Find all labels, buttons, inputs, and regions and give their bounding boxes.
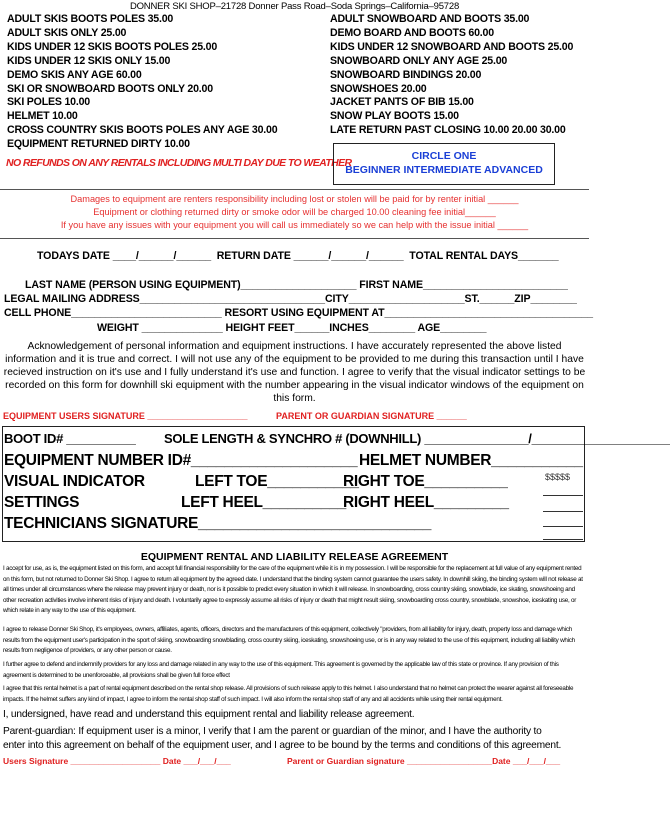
- right-toe-field[interactable]: RIGHT TOE__________: [343, 473, 508, 490]
- ability-levels[interactable]: BEGINNER INTERMEDIATE ADVANCED: [345, 164, 543, 176]
- rate-item: KIDS UNDER 12 SKIS ONLY 15.00: [7, 54, 171, 67]
- boot-id-field[interactable]: BOOT ID# __________: [4, 431, 136, 446]
- left-heel-field[interactable]: LEFT HEEL__________: [181, 494, 346, 511]
- rate-item: DEMO SKIS ANY AGE 60.00: [7, 68, 142, 81]
- technician-signature-field[interactable]: TECHNICIANS SIGNATURE____________________________: [4, 515, 432, 532]
- price-line[interactable]: [543, 495, 583, 496]
- circle-one-label: CIRCLE ONE: [411, 150, 477, 162]
- left-toe-field[interactable]: LEFT TOE___________: [195, 473, 359, 490]
- users-signature-date-line[interactable]: Users Signature ___________________ Date ___/___/___: [3, 756, 231, 766]
- technician-box: [2, 426, 670, 542]
- rate-item: ADULT SKIS ONLY 25.00: [7, 26, 127, 39]
- rate-item: LATE RETURN PAST CLOSING 10.00 20.00 30.00: [330, 124, 566, 137]
- no-refunds-notice: NO REFUNDS ON ANY RENTALS INCLUDING MULTI DAY DUE TO WEATHER: [6, 157, 352, 169]
- damage-notice: [0, 193, 589, 232]
- rate-item: JACKET PANTS OF BIB 15.00: [330, 96, 474, 109]
- shop-header: DONNER SKI SHOP–21728 Donner Pass Road–Soda Springs–California–95728: [129, 1, 460, 12]
- weight-height-age-field[interactable]: WEIGHT ______________ HEIGHT FEET______INCHES________ AGE________: [97, 322, 487, 334]
- user-signature-line[interactable]: EQUIPMENT USERS SIGNATURE ____________________: [3, 411, 248, 421]
- right-heel-field[interactable]: RIGHT HEEL_________: [343, 494, 509, 511]
- rate-item: KIDS UNDER 12 SKIS BOOTS POLES 25.00: [7, 40, 218, 53]
- price-line[interactable]: [543, 539, 583, 540]
- rate-item: ADULT SNOWBOARD AND BOOTS 35.00: [330, 13, 530, 25]
- sole-length-field[interactable]: SOLE LENGTH & SYNCHRO # (DOWNHILL) _______________/____________________: [164, 431, 670, 446]
- parent-guardian-statement: Parent-guardian: If equipment user is a minor, I verify that I am the parent or guardian of the minor, and I have the authority to enter into this agreement on behalf of the equipment user, and I agree to be bound by the terms and conditions of this agreement.: [3, 726, 562, 751]
- divider: [0, 189, 589, 190]
- price-line[interactable]: [543, 511, 583, 512]
- divider: [0, 238, 589, 239]
- cell-phone-field[interactable]: CELL PHONE__________________________ RESORT USING EQUIPMENT AT____________________________________: [4, 307, 593, 319]
- understanding-statement: I, undersigned, have read and understand this equipment rental and liability release agreement.: [3, 709, 415, 720]
- rate-item: SNOWSHOES 20.00: [330, 82, 427, 95]
- rate-item: SKI POLES 10.00: [7, 96, 90, 109]
- rates-left: [7, 13, 277, 152]
- agreement-title: EQUIPMENT RENTAL AND LIABILITY RELEASE AGREEMENT: [140, 551, 449, 563]
- rate-item: EQUIPMENT RETURNED DIRTY 10.00: [7, 138, 190, 151]
- rate-item: SKI OR SNOWBOARD BOOTS ONLY 20.00: [7, 82, 213, 95]
- damage-line[interactable]: If you have any issues with your equipment you will call us immediately so we can help with the issue initial ______: [60, 220, 529, 230]
- settings-label: SETTINGS: [4, 494, 80, 511]
- fine-print-paragraph: I accept for use, as is, the equipment listed on this form, and accept full financial responsibility for the care of the equipment while it is in my possession. I will be responsible for the replacement at full value of any equipment rented on this form, but not returned to Donner Ski Shop. I agree to return all equipment by the agreed date. I understand that the binding system cannot guarantee the users safety. In downhill skiing, the binding system will not release at all times under all circumstances where the release may prevent injury or death, nor is it possible to predict every situation in which it will release. In snowboarding, cross country skiing, snowblade, ice skating, snowshoeing and other recreation activities involve inherent risks of injury and death. I voluntarily agree to expressly assume all risks of injury or death that might result skiing, snowboarding cross country, snowblade, snowshoe, iceskating use, or which relate in any way to the use of this equipment.: [3, 565, 583, 614]
- rate-item: KIDS UNDER 12 SNOWBOARD AND BOOTS 25.00: [330, 40, 574, 53]
- damage-line[interactable]: Equipment or clothing returned dirty or smoke odor will be charged 10.00 cleaning fee initial______: [93, 207, 496, 217]
- rate-item: SNOWBOARD BINDINGS 20.00: [330, 68, 482, 81]
- parent-signature-line[interactable]: PARENT OR GUARDIAN SIGNATURE ______: [276, 411, 467, 421]
- rate-item: DEMO BOARD AND BOOTS 60.00: [330, 26, 494, 39]
- fine-print-paragraph: I further agree to defend and indemnify providers for any loss and damage related in any way to the use of this equipment. This agreement is governed by the applicable law of this state or province. If any provision of this agreement is determined to be unenforceable, all provisions shall be given full force effect: [3, 661, 559, 679]
- rate-item: HELMET 10.00: [7, 110, 78, 123]
- rate-item: SNOW PLAY BOOTS 15.00: [330, 110, 459, 123]
- visual-indicator-label: VISUAL INDICATOR: [4, 473, 145, 490]
- rate-item: CROSS COUNTRY SKIS BOOTS POLES ANY AGE 30.00: [7, 124, 278, 137]
- ability-level-box[interactable]: [333, 143, 555, 185]
- damage-line[interactable]: Damages to equipment are renters responsibility including lost or stolen will be paid for by renter initial ______: [70, 194, 519, 204]
- price-label: $$$$$: [545, 472, 571, 482]
- fine-print-paragraph: I agree to release Donner Ski Shop, it's employees, owners, affiliates, agents, officers, directors and the manufacturers of this equipment, collectively "providers, from all liability for injury, death, property loss and damage which results from the equipment user's participation in the sport of skiing, snowboarding snowblading, cross country skiing, iceskating, snowshoeing use, or is in any way related to the use of this equipment, including all liability which results from negligence of providers, or any other person or cause.: [3, 626, 575, 654]
- rate-item: SNOWBOARD ONLY ANY AGE 25.00: [330, 54, 508, 67]
- helmet-number-field[interactable]: HELMET NUMBER___________: [359, 452, 583, 469]
- address-field[interactable]: LEGAL MAILING ADDRESS________________________________CITY____________________ST.______ZIP________: [4, 293, 577, 305]
- name-field[interactable]: LAST NAME (PERSON USING EQUIPMENT)____________________ FIRST NAME_________________________: [25, 279, 568, 291]
- rates-right: [330, 13, 573, 138]
- equipment-number-field[interactable]: EQUIPMENT NUMBER ID#____________________: [4, 452, 358, 469]
- parent-signature-date-line[interactable]: Parent or Guardian signature __________________Date ___/___/___: [287, 756, 561, 766]
- price-line[interactable]: [543, 526, 583, 527]
- acknowledgement-text: Acknowledgement of personal information and equipment instructions. I have accurately represented the above listed information and it is true and correct. I will not use any of the equipment to be provided to me during this transaction until I have recieved instruction on it's use and I fully understand it's use and function. I agree to verify that the visual indicator settings to be recorded on this form for downhill ski equipment with the number appearing in the visual indicator windows of the equipment on this form.: [3, 341, 586, 404]
- rate-item: ADULT SKIS BOOTS POLES 35.00: [7, 13, 174, 25]
- fine-print-paragraph: I agree that this rental helmet is a part of rental equipment described on the rental shop release. All provisions of such release apply to this helmet. I also understand that no helmet can protect the wearer against all foreseeable impacts. If the helmet suffers any kind of impact, I agree to inform the rental shop staff of such impact. I will also inform the rental shop staff of any and all accidents while using their rental equipment.: [3, 685, 574, 703]
- dates-field[interactable]: TODAYS DATE ____/______/______ RETURN DATE ______/______/______ TOTAL RENTAL DAYS_______: [37, 250, 559, 262]
